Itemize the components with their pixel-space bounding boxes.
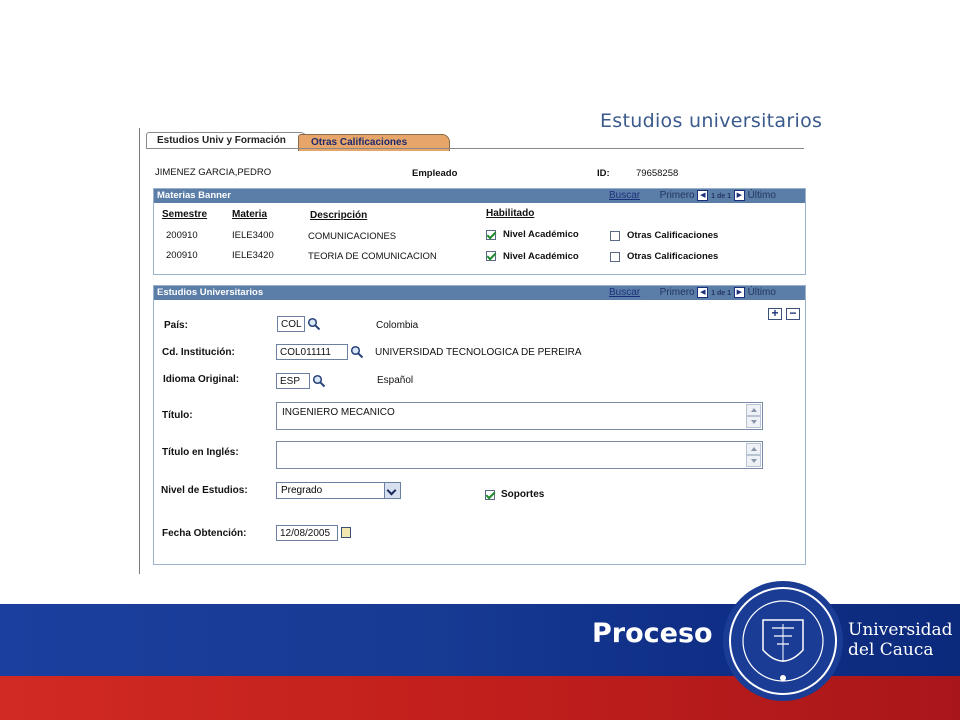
tab-otras-calificaciones[interactable]: Otras Calificaciones xyxy=(298,134,450,151)
soportes-label: Soportes xyxy=(501,489,545,500)
materias-primero-label[interactable]: Primero xyxy=(659,190,695,201)
university-name-line2: del Cauca xyxy=(848,640,934,660)
col-habilitado[interactable]: Habilitado xyxy=(486,208,535,219)
estudios-buscar-link[interactable]: Buscar xyxy=(609,287,641,298)
employee-id-label: ID: xyxy=(597,168,610,179)
institucion-lookup-icon[interactable] xyxy=(350,345,364,359)
row2-nivel-checkbox[interactable] xyxy=(486,251,496,261)
institucion-label: Cd. Institución: xyxy=(162,347,235,358)
estudios-universitarios-grid xyxy=(153,285,806,565)
slide-title: Estudios universitarios xyxy=(600,110,823,132)
titulo-ingles-scroll-up-icon[interactable] xyxy=(746,443,761,455)
idioma-label: Idioma Original: xyxy=(163,374,240,385)
fecha-label: Fecha Obtención: xyxy=(162,528,247,539)
idioma-input[interactable]: ESP xyxy=(276,373,310,389)
row1-otras-checkbox[interactable] xyxy=(610,231,620,241)
row2-semestre: 200910 xyxy=(166,250,198,261)
soportes-checkbox[interactable] xyxy=(485,490,495,500)
calendar-icon[interactable] xyxy=(341,527,351,538)
estudios-range: 1 de 1 xyxy=(711,290,732,297)
row2-otras-label: Otras Calificaciones xyxy=(627,251,719,262)
row2-materia: IELE3420 xyxy=(232,250,274,261)
titulo-scroll-down-icon[interactable] xyxy=(746,416,761,428)
employee-role: Empleado xyxy=(412,168,458,179)
idioma-description: Español xyxy=(377,375,414,386)
titulo-ingles-label: Título en Inglés: xyxy=(162,447,239,458)
col-descripcion[interactable]: Descripción xyxy=(310,210,368,221)
titulo-textarea[interactable] xyxy=(276,402,763,430)
col-semestre[interactable]: Semestre xyxy=(162,209,208,220)
employee-id-value: 79658258 xyxy=(636,168,679,179)
titulo-label: Título: xyxy=(162,410,193,421)
pais-label: País: xyxy=(164,320,188,331)
pais-lookup-icon[interactable] xyxy=(307,317,321,331)
estudios-prev-icon[interactable]: ◀ xyxy=(697,287,708,298)
materias-ultimo-label[interactable]: Último xyxy=(747,190,776,201)
row1-materia: IELE3400 xyxy=(232,230,274,241)
tab-divider xyxy=(146,148,804,149)
materias-buscar-link[interactable]: Buscar xyxy=(609,190,641,201)
titulo-scroll-up-icon[interactable] xyxy=(746,404,761,416)
pais-description: Colombia xyxy=(376,320,419,331)
materias-nav xyxy=(609,189,776,203)
materias-range: 1 de 1 xyxy=(711,193,732,200)
row1-otras-label: Otras Calificaciones xyxy=(627,230,719,241)
tab-estudios-univ[interactable]: Estudios Univ y Formación xyxy=(146,132,308,149)
nivel-estudios-value: Pregrado xyxy=(281,485,323,496)
row2-nivel-label: Nivel Académico xyxy=(503,251,579,262)
delete-row-icon[interactable]: − xyxy=(786,308,800,320)
footer-proceso-label: Proceso xyxy=(592,618,713,649)
row1-semestre: 200910 xyxy=(166,230,198,241)
titulo-ingles-textarea[interactable] xyxy=(276,441,763,469)
university-seal-logo xyxy=(722,580,844,702)
page-left-border xyxy=(139,128,140,574)
nivel-estudios-label: Nivel de Estudios: xyxy=(161,485,248,496)
university-name-line1: Universidad xyxy=(848,620,953,640)
estudios-next-icon[interactable]: ▶ xyxy=(734,287,745,298)
col-materia[interactable]: Materia xyxy=(232,209,268,220)
add-row-icon[interactable]: + xyxy=(768,308,782,320)
estudios-title: Estudios Universitarios xyxy=(157,287,264,298)
materias-banner-title: Materias Banner xyxy=(157,190,231,201)
row1-nivel-label: Nivel Académico xyxy=(503,229,579,240)
materias-banner-grid xyxy=(153,188,806,275)
titulo-ingles-scroll-down-icon[interactable] xyxy=(746,455,761,467)
nivel-estudios-select[interactable] xyxy=(276,482,401,499)
pais-input[interactable]: COL xyxy=(277,316,305,332)
institucion-input[interactable]: COL011111 xyxy=(276,344,348,360)
row2-descripcion: TEORIA DE COMUNICACION xyxy=(308,251,437,262)
row1-nivel-checkbox[interactable] xyxy=(486,230,496,240)
row1-descripcion: COMUNICACIONES xyxy=(308,231,397,242)
chevron-down-icon[interactable] xyxy=(384,483,400,498)
materias-next-icon[interactable]: ▶ xyxy=(734,190,745,201)
institucion-description: UNIVERSIDAD TECNOLOGICA DE PEREIRA xyxy=(375,347,582,358)
university-name xyxy=(848,620,953,660)
row2-otras-checkbox[interactable] xyxy=(610,252,620,262)
idioma-lookup-icon[interactable] xyxy=(312,374,326,388)
employee-name: JIMENEZ GARCIA,PEDRO xyxy=(155,167,272,178)
estudios-ultimo-label[interactable]: Último xyxy=(747,287,776,298)
fecha-input[interactable]: 12/08/2005 xyxy=(276,525,338,541)
materias-prev-icon[interactable]: ◀ xyxy=(697,190,708,201)
titulo-value: INGENIERO MECANICO xyxy=(282,407,395,418)
estudios-nav xyxy=(609,286,776,300)
estudios-primero-label[interactable]: Primero xyxy=(659,287,695,298)
